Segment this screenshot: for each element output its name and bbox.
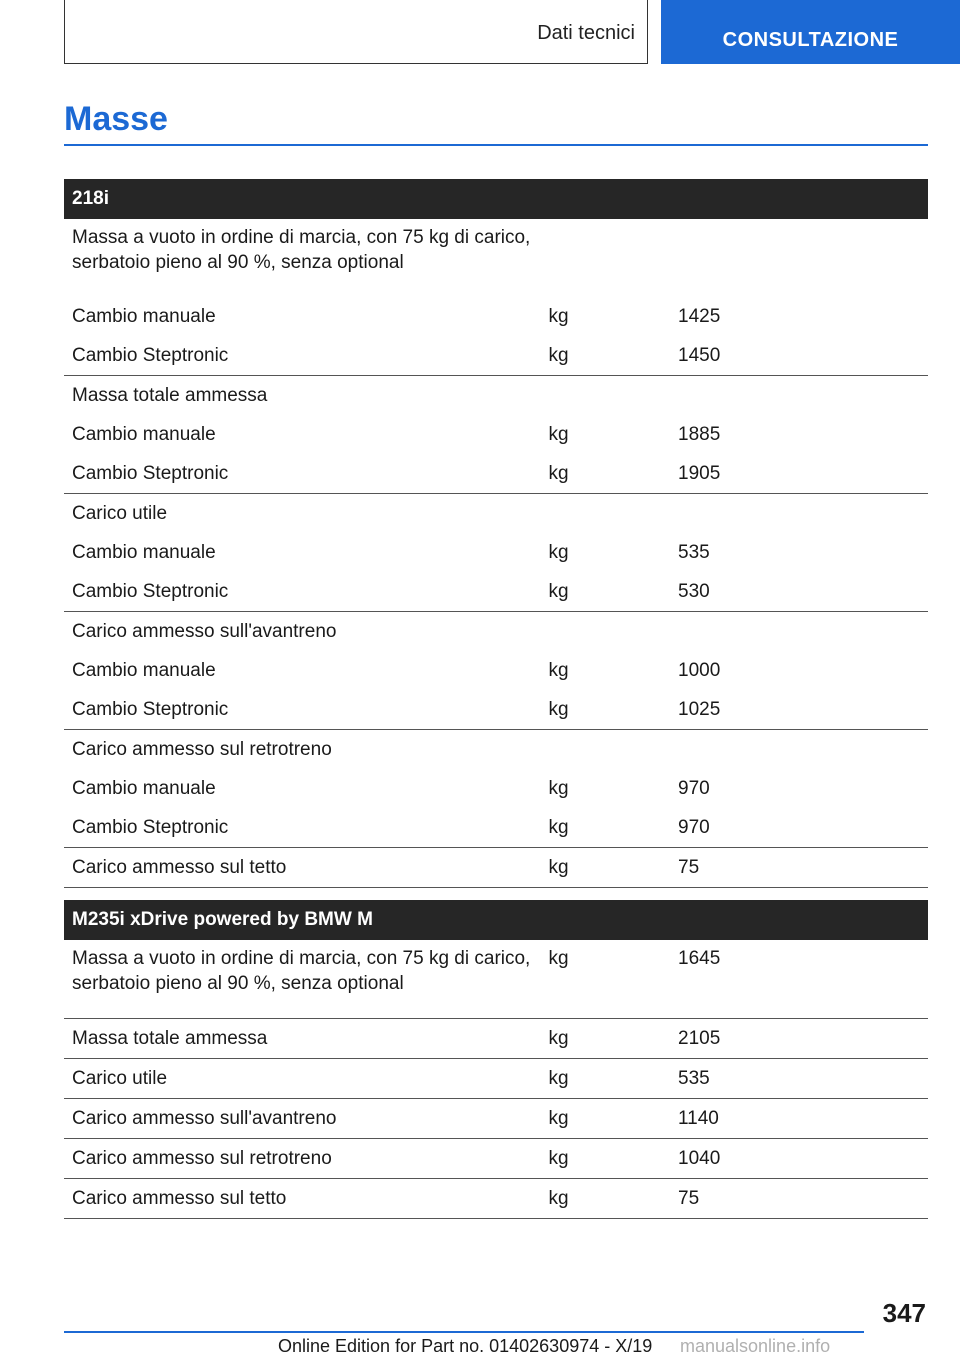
row-unit	[540, 219, 670, 297]
table-row	[64, 612, 928, 652]
table-row	[64, 494, 928, 534]
table-row	[64, 297, 928, 336]
row-unit: kg	[540, 1179, 670, 1219]
row-unit: kg	[540, 1019, 670, 1059]
table-218i	[64, 179, 928, 888]
row-unit: kg	[540, 848, 670, 888]
row-unit: kg	[540, 454, 670, 494]
page-title: Masse	[64, 100, 168, 138]
table-row	[64, 1059, 928, 1099]
row-value: 1450	[670, 336, 928, 376]
row-value	[670, 612, 928, 652]
row-value: 1425	[678, 306, 721, 327]
table-heading-218i: 218i	[64, 179, 928, 219]
row-value: 75	[670, 1179, 928, 1219]
row-value: 1885	[678, 424, 721, 445]
watermark-site: manualsonline.info	[680, 1336, 831, 1356]
table-row	[64, 1099, 928, 1139]
header-chapter-tab[interactable]: CONSULTAZIONE	[661, 0, 960, 64]
row-label: Cambio Steptronic	[64, 690, 540, 730]
header-section-box	[64, 0, 648, 64]
row-label: Cambio manuale	[64, 651, 540, 690]
table-row	[64, 651, 928, 690]
table-row	[64, 1019, 928, 1059]
row-label: Cambio Steptronic	[64, 336, 540, 376]
row-value: 970	[678, 778, 710, 799]
row-label: Carico utile	[64, 1059, 540, 1099]
row-unit	[540, 730, 670, 770]
row-unit: kg	[540, 336, 670, 376]
row-label: Cambio manuale	[64, 415, 540, 454]
table-row	[64, 730, 928, 770]
table-row	[64, 533, 928, 572]
table-row	[64, 572, 928, 612]
row-value: 1040	[670, 1139, 928, 1179]
edition-text: Online Edition for Part no. 01402630974 - X/19	[278, 1336, 653, 1356]
row-unit: kg	[540, 572, 670, 612]
row-label: Cambio manuale	[64, 297, 540, 336]
row-label: Massa a vuoto in ordine di marcia, con 75 kg di carico, serbatoio pieno al 90 %, senza optional	[64, 940, 540, 1019]
row-value	[670, 376, 928, 416]
table-m235i	[64, 900, 928, 1219]
row-unit: kg	[548, 424, 569, 445]
row-unit	[540, 612, 670, 652]
row-label: Carico ammesso sull'avantreno	[64, 612, 540, 652]
row-label: Cambio manuale	[64, 533, 540, 572]
row-unit: kg	[540, 1139, 670, 1179]
row-unit: kg	[540, 808, 670, 848]
table-row	[64, 454, 928, 494]
row-label: Carico ammesso sul tetto	[64, 848, 540, 888]
row-label: Cambio Steptronic	[64, 808, 540, 848]
row-label: Carico ammesso sull'avantreno	[64, 1099, 540, 1139]
row-value: 1645	[670, 940, 928, 1019]
table-row	[64, 808, 928, 848]
row-unit: kg	[548, 660, 569, 681]
row-label: Carico ammesso sul retrotreno	[64, 1139, 540, 1179]
row-label: Massa a vuoto in ordine di marcia, con 75 kg di carico, serbatoio pieno al 90 %, senza optional	[64, 219, 540, 297]
row-unit: kg	[548, 306, 569, 327]
table-row	[64, 1139, 928, 1179]
table-row	[64, 769, 928, 808]
row-unit: kg	[548, 542, 569, 563]
row-value: 2105	[670, 1019, 928, 1059]
row-value: 75	[670, 848, 928, 888]
row-label: Carico ammesso sul tetto	[64, 1179, 540, 1219]
table-row	[64, 940, 928, 1019]
row-unit	[540, 376, 670, 416]
table-row	[64, 848, 928, 888]
row-label: Cambio manuale	[64, 769, 540, 808]
row-label: Massa totale ammessa	[64, 376, 540, 416]
row-value: 1905	[670, 454, 928, 494]
row-unit: kg	[540, 1099, 670, 1139]
row-value: 535	[670, 1059, 928, 1099]
header-section-title: Dati tecnici	[537, 22, 635, 44]
table-row	[64, 336, 928, 376]
row-label: Cambio Steptronic	[64, 572, 540, 612]
table-heading-row	[64, 179, 928, 219]
row-value: 970	[670, 808, 928, 848]
row-label: Massa totale ammessa	[64, 1019, 540, 1059]
row-value: 1000	[678, 660, 721, 681]
table-heading-m235i: M235i xDrive powered by BMW M	[64, 900, 928, 940]
row-value: 530	[670, 572, 928, 612]
row-value: 535	[678, 542, 710, 563]
row-unit: kg	[540, 940, 670, 1019]
table-row	[64, 376, 928, 416]
footer-divider	[64, 1331, 864, 1333]
row-label: Carico ammesso sul retrotreno	[64, 730, 540, 770]
table-heading-row	[64, 900, 928, 940]
table-row	[64, 1179, 928, 1219]
row-value: 1140	[670, 1099, 928, 1139]
row-unit: kg	[540, 1059, 670, 1099]
row-unit	[540, 494, 670, 534]
row-value	[670, 494, 928, 534]
row-unit: kg	[548, 778, 569, 799]
title-divider	[64, 144, 928, 146]
row-value	[670, 219, 928, 297]
row-label: Cambio Steptronic	[64, 454, 540, 494]
row-value	[670, 730, 928, 770]
row-label: Carico utile	[64, 494, 540, 534]
table-row	[64, 219, 928, 297]
table-row	[64, 415, 928, 454]
table-row	[64, 690, 928, 730]
page-number: 347	[882, 1298, 926, 1328]
row-unit: kg	[540, 690, 670, 730]
row-value: 1025	[670, 690, 928, 730]
